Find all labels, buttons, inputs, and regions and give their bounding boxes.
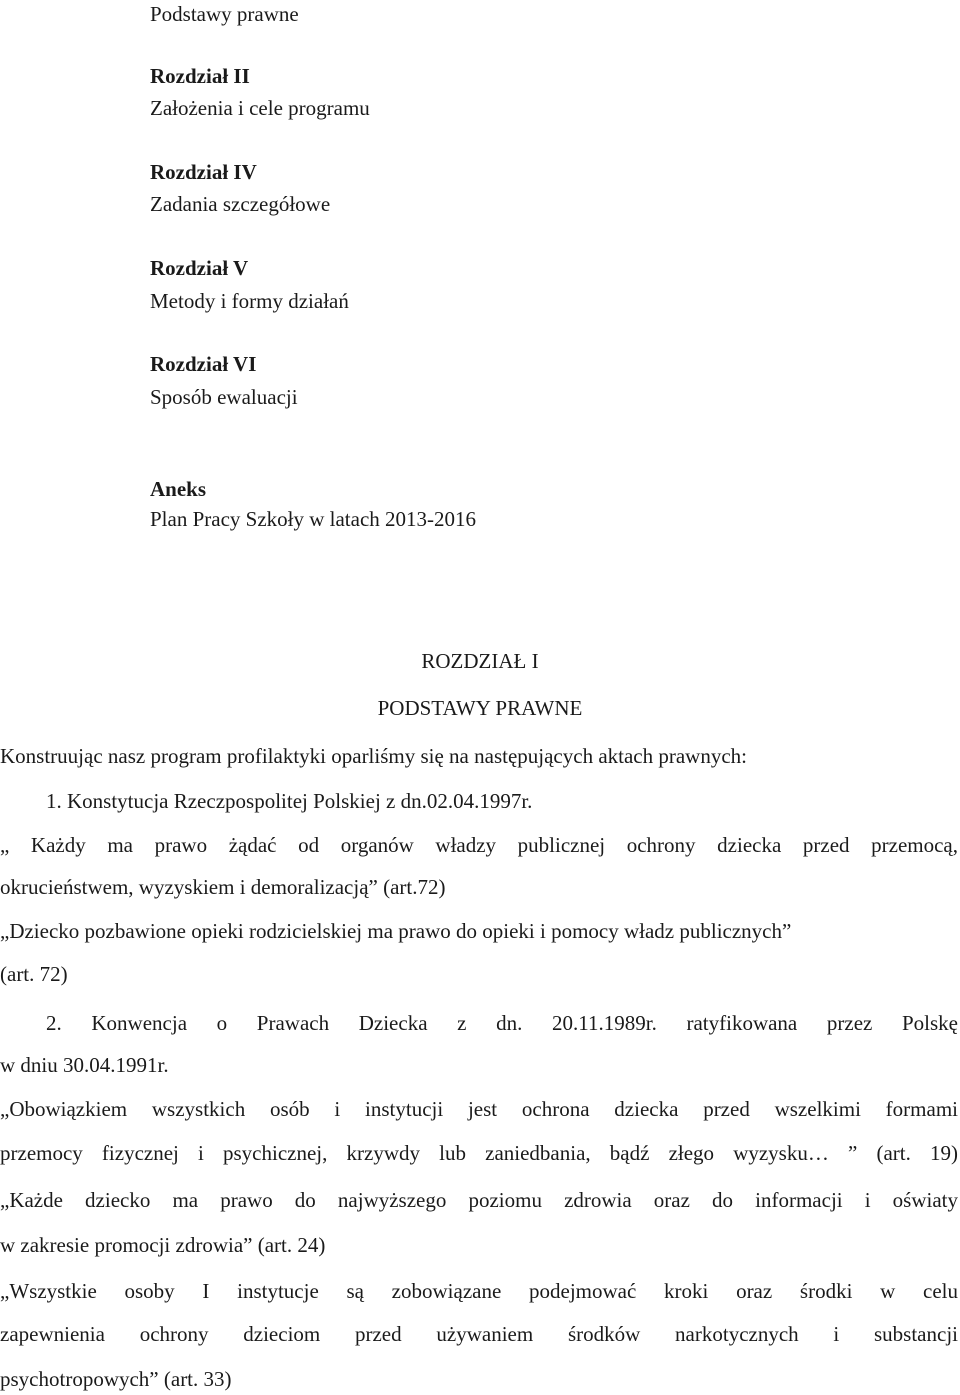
toc-title-4: Zadania szczegółowe	[150, 192, 331, 216]
chapter-subheading: PODSTAWY PRAWNE	[377, 696, 583, 720]
toc-title-2: Założenia i cele programu	[150, 96, 370, 120]
quote-4-line-1: „Każde dziecko ma prawo do najwyższego poziomu zdrowia oraz do informacji i oświaty	[0, 1188, 958, 1212]
toc-intro: Podstawy prawne	[150, 2, 299, 26]
toc-chapter-2: Rozdział II	[150, 64, 250, 88]
quote-5-line-3: psychotropowych” (art. 33)	[0, 1367, 232, 1391]
chapter-heading: ROZDZIAŁ I	[421, 649, 539, 673]
toc-chapter-5: Rozdział V	[150, 256, 249, 280]
quote-5-line-1: „Wszystkie osoby I instytucje są zobowiązane podejmować kroki oraz środki w celu	[0, 1279, 958, 1303]
quote-4-line-2: w zakresie promocji zdrowia” (art. 24)	[0, 1233, 326, 1257]
list-item-2-line-1: 2. Konwencja o Prawach Dziecka z dn. 20.11.1989r. ratyfikowana przez Polskę	[46, 1011, 958, 1035]
toc-title-6: Sposób ewaluacji	[150, 385, 298, 409]
quote-5-line-2: zapewnienia ochrony dzieciom przed używaniem środków narkotycznych i substancji	[0, 1322, 958, 1346]
toc-annex-heading: Aneks	[150, 477, 207, 501]
quote-2-line-1: „Dziecko pozbawione opieki rodzicielskiej ma prawo do opieki i pomocy władz publicznych”	[0, 919, 792, 943]
toc-chapter-4: Rozdział IV	[150, 160, 257, 184]
chapter-intro: Konstruując nasz program profilaktyki oparliśmy się na następujących aktach prawnych:	[0, 744, 748, 768]
toc-chapter-6: Rozdział VI	[150, 352, 257, 376]
quote-2-line-2: (art. 72)	[0, 962, 68, 986]
list-item-1: 1. Konstytucja Rzeczpospolitej Polskiej z dn.02.04.1997r.	[46, 789, 533, 813]
quote-1-line-2: okrucieństwem, wyzyskiem i demoralizacją” (art.72)	[0, 875, 446, 899]
quote-1-line-1: „ Każdy ma prawo żądać od organów władzy publicznej ochrony dziecka przed przemocą,	[0, 833, 958, 857]
quote-3-line-2: przemocy fizycznej i psychicznej, krzywdy lub zaniedbania, bądź złego wyzysku… ” (art. 19)	[0, 1141, 958, 1165]
list-item-2-line-2: w dniu 30.04.1991r.	[0, 1053, 169, 1077]
toc-annex-title: Plan Pracy Szkoły w latach 2013-2016	[150, 507, 477, 531]
quote-3-line-1: „Obowiązkiem wszystkich osób i instytucji jest ochrona dziecka przed wszelkimi formami	[0, 1097, 958, 1121]
toc-title-5: Metody i formy działań	[150, 289, 349, 313]
